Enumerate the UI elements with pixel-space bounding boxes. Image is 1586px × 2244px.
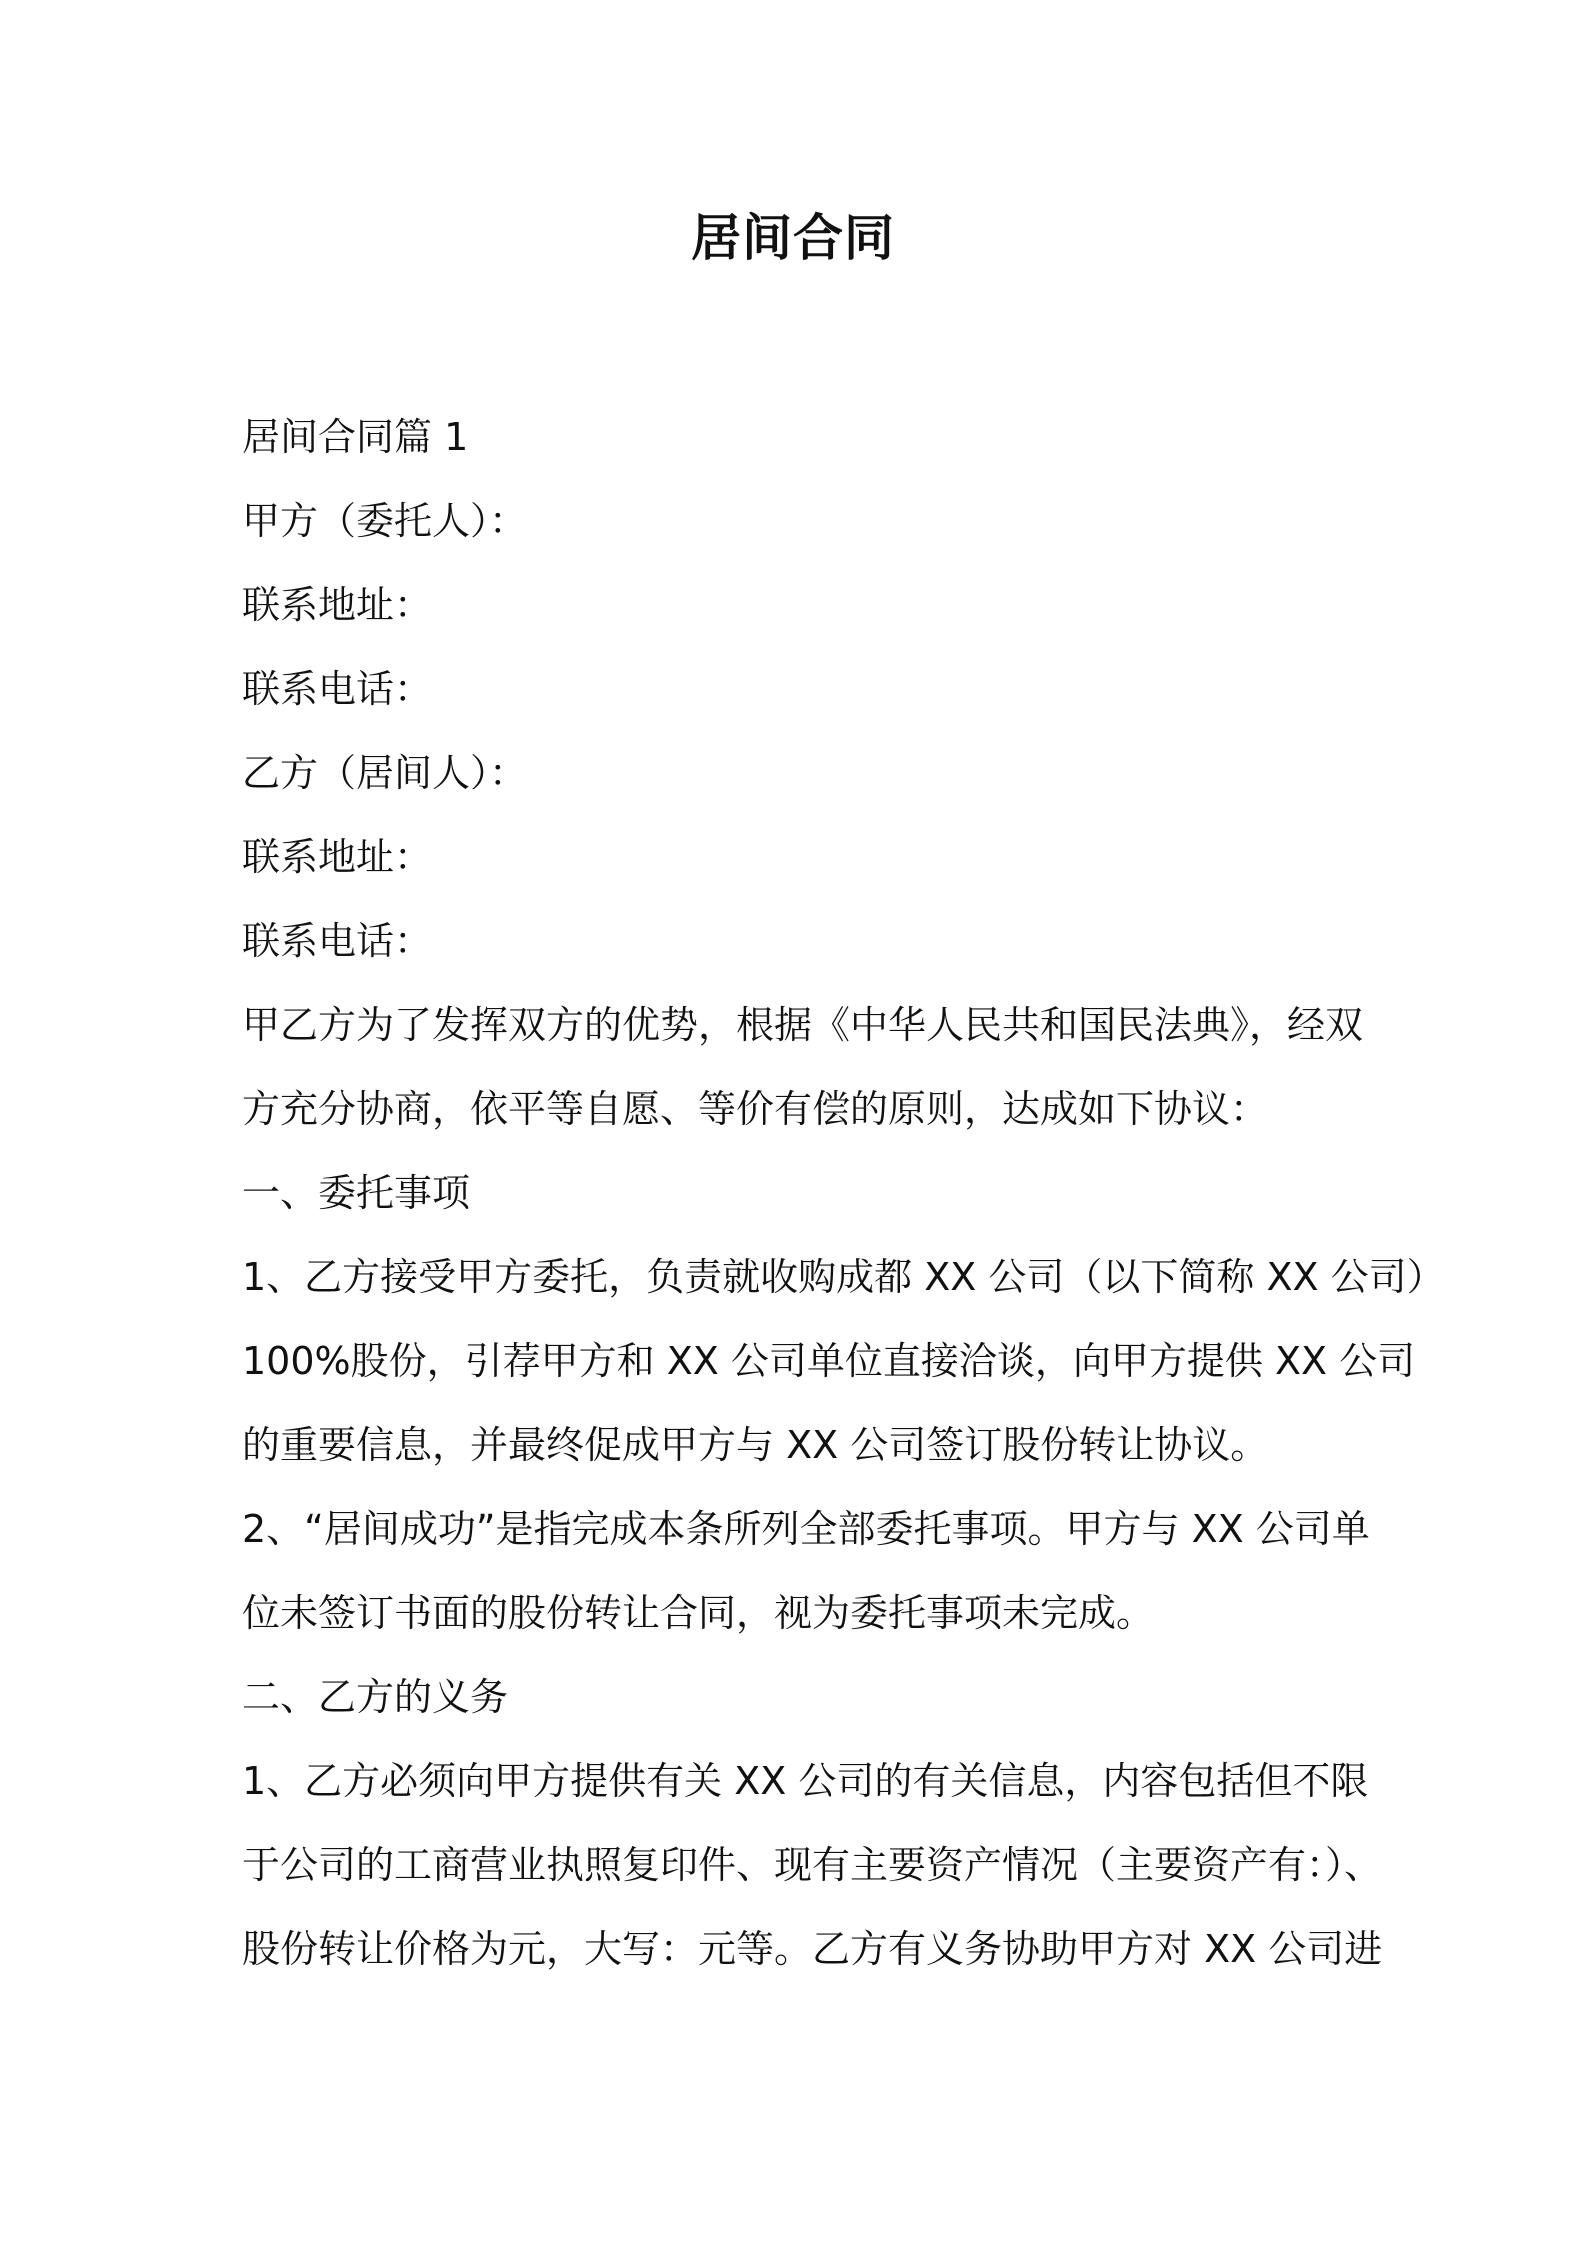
party-b-phone: 联系电话：: [242, 919, 433, 963]
party-a-phone: 联系电话：: [242, 667, 433, 711]
paragraph-line: 位未签订书面的股份转让合同，视为委托事项未完成。: [242, 1591, 1155, 1635]
party-b-address: 联系地址：: [242, 835, 433, 879]
document-title: 居间合同: [691, 209, 895, 267]
paragraph-line: 方充分协商，依平等自愿、等价有偿的原则，达成如下协议：: [242, 1087, 1269, 1131]
paragraph-line: 2、“居间成功”是指完成本条所列全部委托事项。甲方与 XX 公司单: [242, 1507, 1370, 1551]
party-b-label: 乙方（居间人）：: [242, 751, 528, 795]
paragraph-line: 股份转让价格为元，大写：元等。乙方有义务协助甲方对 XX 公司进: [242, 1927, 1383, 1971]
paragraph-line: 1、乙方必须向甲方提供有关 XX 公司的有关信息，内容包括但不限: [242, 1759, 1369, 1803]
section-heading: 居间合同篇 1: [242, 415, 469, 459]
party-a-label: 甲方（委托人）：: [242, 499, 528, 543]
party-a-address: 联系地址：: [242, 583, 433, 627]
paragraph-line: 100%股份，引荐甲方和 XX 公司单位直接洽谈，向甲方提供 XX 公司: [242, 1339, 1416, 1383]
paragraph-line: 1、乙方接受甲方委托，负责就收购成都 XX 公司（以下简称 XX 公司）: [242, 1255, 1445, 1299]
clause-heading: 一、委托事项: [242, 1171, 471, 1215]
paragraph-line: 于公司的工商营业执照复印件、现有主要资产情况（主要资产有：）、: [242, 1843, 1383, 1887]
clause-heading: 二、乙方的义务: [242, 1675, 509, 1719]
paragraph-line: 甲乙方为了发挥双方的优势，根据《中华人民共和国民法典》，经双: [242, 1003, 1364, 1047]
paragraph-line: 的重要信息，并最终促成甲方与 XX 公司签订股份转让协议。: [242, 1423, 1269, 1467]
